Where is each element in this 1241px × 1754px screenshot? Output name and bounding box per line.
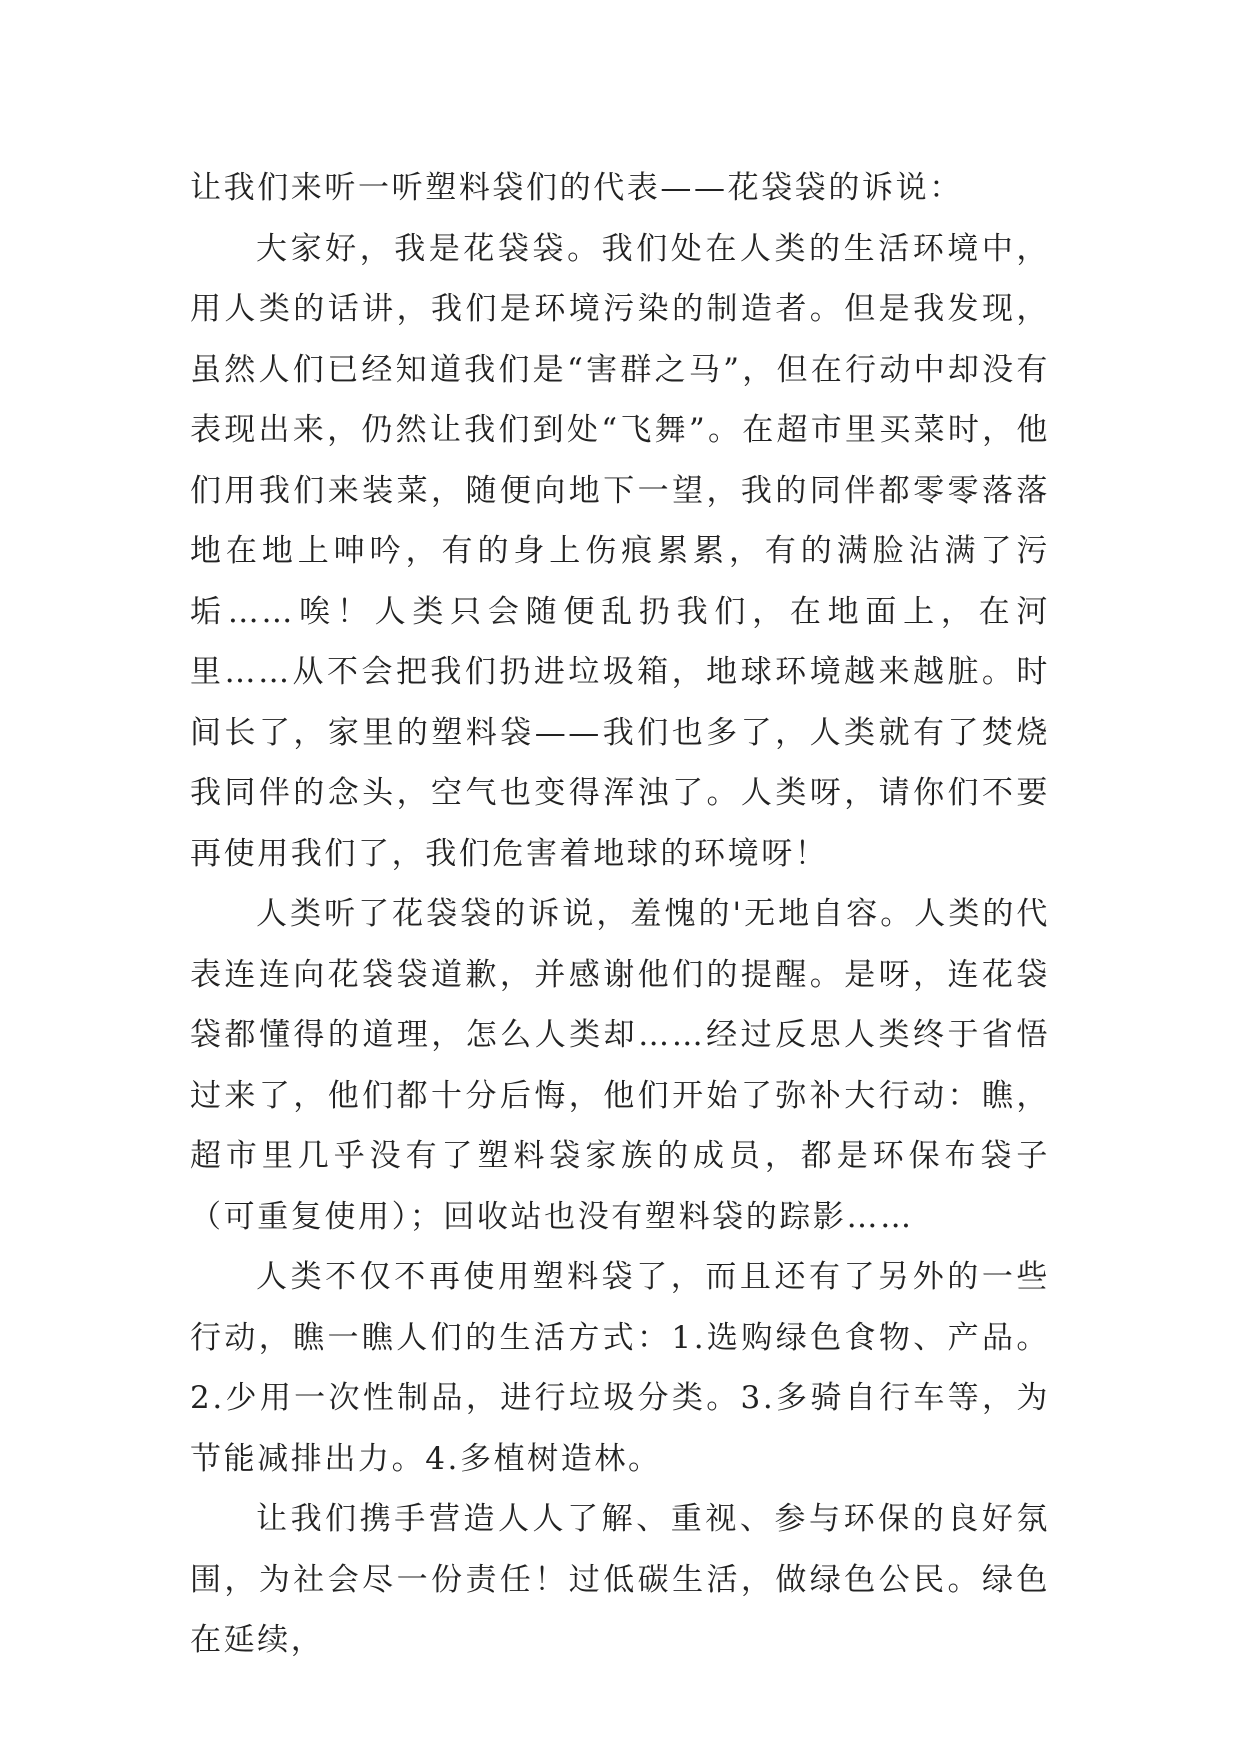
paragraph-call-to-action: 让我们携手营造人人了解、重视、参与环保的良好氛围，为社会尽一份责任！过低碳生活，做绿色公民。绿色在延续， [190, 1501, 1050, 1658]
paragraph-human-response: 人类听了花袋袋的诉说，羞愧的'无地自容。人类的代表连连向花袋袋道歉，并感谢他们的提醒。是呀，连花袋袋都懂得的道理，怎么人类却……经过反思人类终于省悟过来了，他们都十分后悔，他们开始了弥补大行动：瞧，超市里几乎没有了塑料袋家族的成员，都是环保布袋子（可重复使用）；回收站也没有塑料袋的踪影…… [190, 896, 1050, 1235]
paragraph-intro: 让我们来听一听塑料袋们的代表——花袋袋的诉说： [190, 170, 963, 206]
paragraph-green-actions: 人类不仅不再使用塑料袋了，而且还有了另外的一些行动，瞧一瞧人们的生活方式：1.选购绿色食物、产品。2.少用一次性制品，进行垃圾分类。3.多骑自行车等，为节能减排出力。4.多植树造林。 [190, 1259, 1050, 1477]
document-body [190, 158, 1050, 1671]
paragraph-plastic-bag-speech: 大家好，我是花袋袋。我们处在人类的生活环境中，用人类的话讲，我们是环境污染的制造者。但是我发现，虽然人们已经知道我们是“害群之马”，但在行动中却没有表现出来，仍然让我们到处“飞舞”。在超市里买菜时，他们用我们来装菜，随便向地下一望，我的同伴都零零落落地在地上呻吟，有的身上伤痕累累，有的满脸沾满了污垢……唉！人类只会随便乱扔我们，在地面上，在河里……从不会把我们扔进垃圾箱，地球环境越来越脏。时间长了，家里的塑料袋——我们也多了，人类就有了焚烧我同伴的念头，空气也变得浑浊了。人类呀，请你们不要再使用我们了，我们危害着地球的环境呀！ [190, 230, 1050, 872]
